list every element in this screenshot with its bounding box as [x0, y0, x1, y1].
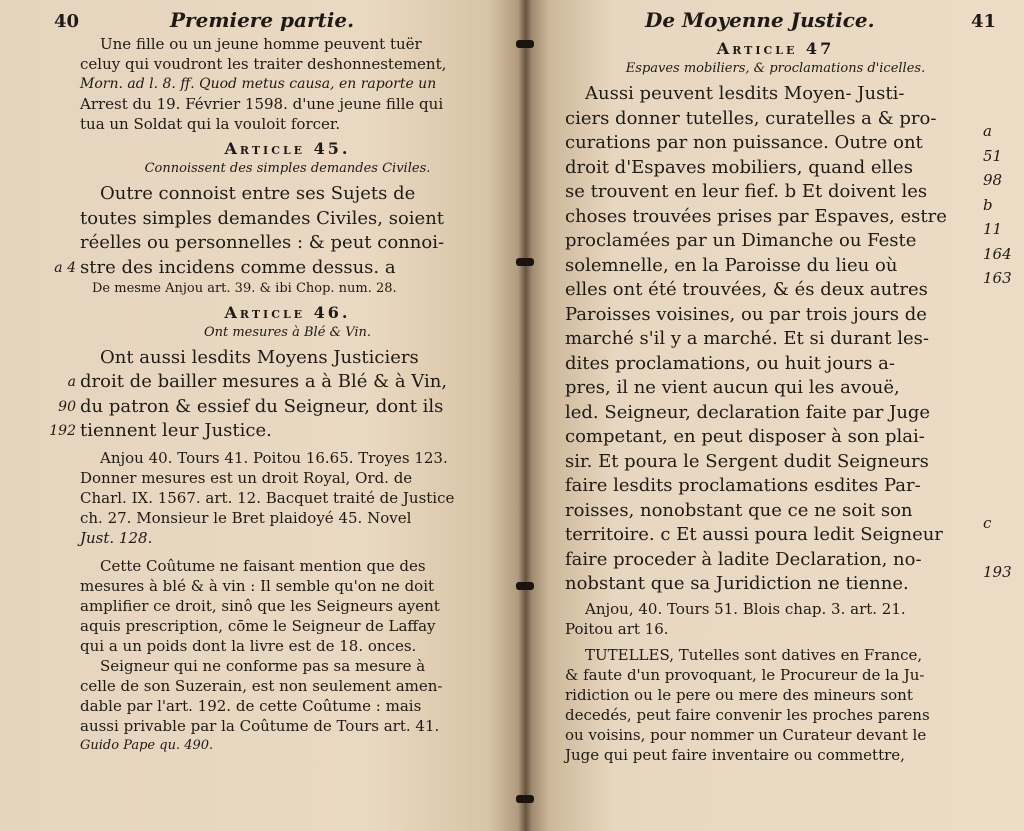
text-line: se trouvent en leur fief. b Et doivent les — [565, 181, 928, 202]
article-46-body — [49, 346, 495, 444]
text-line: nobstant que sa Juridiction ne tienne. — [565, 573, 909, 594]
text-line: led. Seigneur, declaration faite par Juge — [565, 401, 931, 423]
margin-note — [983, 291, 1024, 316]
text-line: decedés, peut faire convenir les proches parens — [565, 705, 930, 724]
text-line: ou voisins, pour nommer un Curateur devant le — [565, 725, 927, 744]
margin-note — [983, 95, 1024, 120]
margin-note: 98 — [983, 171, 1003, 189]
left-commentary — [80, 556, 495, 756]
article-46-subtitle: Ont mesures à Blé & Vin. — [203, 324, 372, 340]
text-line: aquis prescription, cōme le Seigneur de Laffay — [80, 616, 436, 635]
text-line: tiennent leur Justice. — [80, 420, 272, 441]
margin-note — [983, 340, 1024, 365]
margin-note: a — [983, 122, 992, 140]
article-45-reference: De mesme Anjou art. 39. & ibi Chop. num. 28. — [92, 281, 397, 296]
margin-note — [983, 438, 1024, 463]
margin-note — [983, 315, 1024, 340]
left-running-head — [54, 8, 445, 34]
margin-note: a — [67, 374, 76, 390]
text-line: Outre connoist entre ses Sujets de — [100, 183, 416, 204]
binding-stitch — [516, 582, 534, 590]
right-folio: 41 — [970, 11, 996, 32]
text-line: pres, il ne vient aucun qui les avouë, — [565, 377, 900, 398]
text-line: Aussi peuvent lesdits Moyen- Justi- — [585, 83, 905, 104]
margin-note — [983, 487, 1024, 512]
text-line: Ont aussi lesdits Moyens Justiciers — [100, 346, 419, 368]
margin-note: 11 — [983, 220, 1003, 238]
binding-stitch — [516, 258, 534, 266]
text-line: Poitou art 16. — [565, 619, 669, 638]
binding-stitch — [516, 40, 534, 48]
text-line: ch. 27. Monsieur le Bret plaidoyé 45. Novel — [80, 508, 412, 527]
text-line: Cette Coûtume ne faisant mention que des — [100, 556, 426, 575]
margin-note — [983, 413, 1024, 438]
text-line: dable par l'art. 192. de cette Coûtume : mais — [80, 696, 422, 715]
article-47-references — [565, 599, 1006, 639]
book-gutter — [518, 0, 532, 831]
text-line: du patron & essief du Seigneur, dont ils — [80, 395, 444, 417]
text-line: Donner mesures est un droit Royal, Ord. de — [80, 468, 413, 487]
left-intro — [80, 34, 495, 134]
article-45-body — [54, 182, 495, 280]
text-line: Anjou 40. Tours 41. Poitou 16.65. Troyes 123. — [100, 448, 448, 467]
binding-stitch — [516, 795, 534, 803]
right-margin-notes — [983, 70, 1024, 585]
text-line: faire lesdits proclamations esdites Par- — [565, 475, 921, 496]
right-page — [525, 0, 1024, 831]
text-line: celuy qui voudront les traiter deshonnestement, — [80, 55, 447, 73]
text-line: droit d'Espaves mobiliers, quand elles — [565, 156, 913, 178]
text-line: aussi privable par la Coûtume de Tours art. 41. — [80, 716, 440, 735]
text-line: dites proclamations, ou huit jours a- — [565, 352, 895, 374]
text-line: & faute d'un provoquant, le Procureur de la Ju- — [565, 665, 925, 684]
margin-note: 192 — [49, 423, 76, 439]
text-line: sir. Et poura le Sergent dudit Seigneurs — [565, 450, 929, 472]
margin-note — [983, 462, 1024, 487]
text-line: choses trouvées prises par Espaves, estre — [565, 205, 947, 227]
text-line: stre des incidens comme dessus. a — [80, 256, 396, 278]
text-line: ridiction ou le pere ou mere des mineurs sont — [565, 685, 913, 704]
text-line: réelles ou personnelles : & peut connoi- — [80, 232, 445, 253]
text-line: amplifier ce droit, sinô que les Seigneurs ayent — [80, 596, 440, 615]
text-line: Seigneur qui ne conforme pas sa mesure à — [100, 656, 426, 675]
text-line: marché s'il y a marché. Et si durant les- — [565, 328, 929, 349]
margin-note: 164 — [983, 244, 1012, 263]
text-line: ciers donner tutelles, curatelles a & pro- — [565, 107, 937, 129]
margin-note: a 4 — [54, 259, 76, 276]
right-head-title: De Moyenne Justice. — [645, 8, 875, 32]
text-line: Guido Pape qu. 490. — [80, 737, 214, 753]
text-line: TUTELLES, Tutelles sont datives en France, — [585, 645, 923, 664]
text-line: droit de bailler mesures a à Blé & à Vin, — [80, 371, 448, 392]
margin-note: 163 — [983, 269, 1012, 287]
text-line: solemnelle, en la Paroisse du lieu où — [565, 254, 898, 276]
text-line: Anjou, 40. Tours 51. Blois chap. 3. art. 21. — [585, 599, 906, 618]
margin-note — [983, 364, 1024, 389]
text-line: tua un Soldat qui la vouloit forcer. — [80, 115, 341, 133]
text-line: mesures à blé & à vin : Il semble qu'on ne doit — [80, 576, 435, 595]
text-line: curations par non puissance. Outre ont — [565, 132, 923, 153]
text-line: celle de son Suzerain, est non seulement amen- — [80, 676, 443, 695]
margin-note: 51 — [983, 146, 1003, 165]
text-line: elles ont été trouvées, & és deux autres — [565, 279, 928, 300]
text-line: competant, en peut disposer à son plai- — [565, 426, 925, 447]
margin-note — [983, 70, 1024, 95]
margin-note — [983, 536, 1024, 561]
text-line: toutes simples demandes Civiles, soient — [80, 207, 445, 229]
text-line: faire proceder à ladite Declaration, no- — [565, 548, 922, 570]
text-line: territoire. c Et aussi poura ledit Seigneur — [565, 524, 943, 545]
text-line: Arrest du 19. Février 1598. d'une jeune fille qui — [80, 95, 444, 113]
text-line: Paroisses voisines, ou par trois jours de — [565, 303, 927, 325]
right-running-head — [645, 8, 996, 34]
article-46-title: Article 46. — [224, 302, 351, 322]
text-line: Une fille ou un jeune homme peuvent tuër — [100, 35, 422, 53]
margin-note: 193 — [983, 563, 1012, 581]
article-45-title: Article 45. — [224, 139, 351, 158]
margin-note: b — [983, 195, 993, 214]
article-45-subtitle: Connoissent des simples demandes Civiles. — [144, 161, 431, 176]
left-folio: 40 — [54, 11, 80, 32]
text-line: proclamées par un Dimanche ou Feste — [565, 230, 917, 251]
article-47-body — [565, 82, 1012, 597]
text-line: Juge qui peut faire inventaire ou commettre, — [565, 745, 905, 764]
text-line: Charl. IX. 1567. art. 12. Bacquet traité de Justice — [80, 488, 455, 507]
right-commentary — [565, 645, 1006, 765]
text-line: roisses, nonobstant que ce ne soit son — [565, 499, 913, 521]
text-line: qui a un poids dont la livre est de 18. onces. — [80, 636, 417, 655]
margin-note — [983, 389, 1024, 414]
margin-note: 90 — [58, 398, 76, 415]
article-47-subtitle: Espaves mobiliers, & proclamations d'icelles. — [625, 61, 926, 76]
article-46-references — [80, 448, 495, 548]
left-head-title: Premiere partie. — [170, 8, 355, 32]
article-47-title: Article 47 — [716, 39, 835, 58]
text-line: Just. 128. — [80, 528, 153, 547]
margin-note: c — [983, 514, 992, 532]
text-line: Morn. ad l. 8. ff. Quod metus causa, en raporte un — [80, 76, 437, 92]
